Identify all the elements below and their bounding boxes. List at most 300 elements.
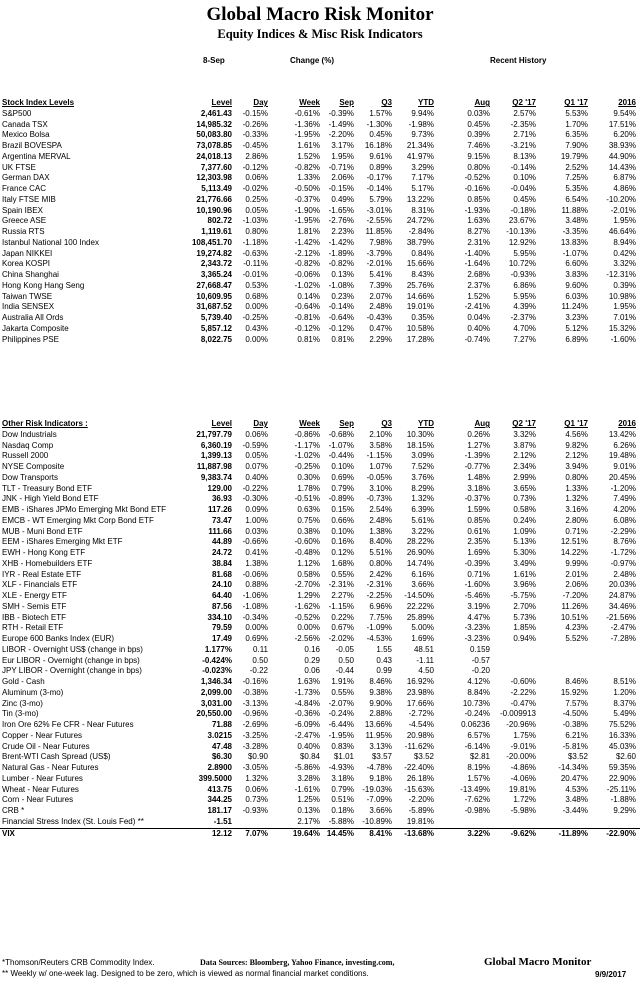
section-heading-stocks: Stock Index Levels [2, 98, 75, 108]
change-value: $2.60 [615, 752, 636, 762]
change-value: -1.07% [328, 440, 354, 450]
row-label: JPY LIBOR - Overnight (change in bps) [2, 666, 142, 676]
row-label: Gold - Cash [2, 677, 45, 687]
change-value: 0.45% [513, 194, 536, 204]
change-value: 0.00% [245, 302, 268, 312]
change-value: 38.79% [406, 237, 434, 247]
stock-index-row [0, 141, 640, 152]
change-value: 0.39% [613, 280, 636, 290]
change-value: -0.93% [242, 806, 268, 816]
row-label: Iron Ore 62% Fe CFR - Near Futures [2, 720, 134, 730]
change-value: 1.52% [467, 291, 490, 301]
level-value: 19,274.82 [196, 248, 232, 258]
change-value: -3.21% [510, 141, 536, 151]
change-value: 1.61% [513, 569, 536, 579]
change-value: 12.92% [508, 237, 536, 247]
change-value: 25.89% [406, 612, 434, 622]
change-value: 6.57% [467, 730, 490, 740]
level-value: 50,083.80 [196, 130, 232, 140]
change-value: 0.40% [467, 323, 490, 333]
change-value: 2.31% [467, 237, 490, 247]
change-value: 2.12% [565, 451, 588, 461]
change-value: 0.99 [376, 666, 392, 676]
level-value: 413.75 [207, 784, 232, 794]
level-value: 31,687.52 [196, 302, 232, 312]
change-value: -4.84% [294, 698, 320, 708]
change-value: 5.49% [613, 709, 636, 719]
change-value: 1.78% [297, 483, 320, 493]
change-value: -0.26% [242, 119, 268, 129]
change-value: -7.20% [562, 591, 588, 601]
change-value: -1.98% [408, 119, 434, 129]
level-value: 2.8900 [207, 763, 232, 773]
change-value: -0.17% [366, 173, 392, 183]
stock-index-row [0, 259, 640, 270]
change-value: 0.06 [304, 666, 320, 676]
change-value: -1.18% [242, 237, 268, 247]
change-value [540, 666, 592, 677]
footnote-stress-index: ** Weekly w/ one-week lag. Designed to be zero, which is viewed as normal financial market conditions. [2, 969, 369, 978]
change-value: -21.56% [606, 612, 636, 622]
change-value: 3.22% [438, 828, 494, 839]
change-value: -0.43% [366, 313, 392, 323]
change-value: 0.55% [331, 569, 354, 579]
change-value [592, 656, 640, 667]
level-value: 71.88 [211, 720, 232, 730]
change-value: 8.51% [613, 677, 636, 687]
row-label: XLE - Energy ETF [2, 591, 67, 601]
row-label: Copper - Near Futures [2, 730, 83, 740]
footer-brand: Global Macro Monitor [484, 956, 592, 968]
change-value: 23.67% [508, 216, 536, 226]
row-label: Brazil BOVESPA [2, 141, 62, 151]
change-value: 0.53% [245, 280, 268, 290]
change-value: 0.85% [467, 515, 490, 525]
change-value: 0.25% [245, 194, 268, 204]
level-value: 111.66 [208, 526, 232, 536]
col-2016: 2016 [618, 419, 636, 429]
level-value: 2,343.72 [200, 259, 232, 269]
change-value: -1.72% [610, 548, 636, 558]
change-value: -13.68% [396, 828, 438, 839]
change-value: 0.71% [565, 526, 588, 536]
change-value [494, 666, 540, 677]
row-label: Zinc (3-mo) [2, 698, 43, 708]
change-value: -1.89% [328, 248, 354, 258]
change-value: -1.40% [464, 248, 490, 258]
change-value: 12.51% [560, 537, 588, 547]
col-ytd: YTD [418, 419, 434, 429]
change-value: -0.38% [562, 720, 588, 730]
change-value: 0.39% [467, 130, 490, 140]
change-value: -0.14% [510, 162, 536, 172]
level-value: 47.48 [211, 741, 232, 751]
change-value: 0.05% [245, 451, 268, 461]
change-value: 2.48% [369, 515, 392, 525]
change-value: -0.14% [328, 302, 354, 312]
risk-indicator-row [0, 634, 640, 645]
change-value: -0.04% [510, 184, 536, 194]
risk-indicator-row [0, 570, 640, 581]
stock-index-row [0, 335, 640, 346]
change-value: -1.30% [366, 119, 392, 129]
change-value: 0.06% [245, 784, 268, 794]
change-value: 0.80% [565, 472, 588, 482]
change-value: -0.39% [464, 558, 490, 568]
change-value: 17.51% [608, 119, 636, 129]
level-value: -0.424% [202, 655, 232, 665]
change-value: 3.18% [331, 773, 354, 783]
col-level: Level [211, 98, 232, 108]
change-value: 8.46% [369, 677, 392, 687]
row-label: Greece ASE [2, 216, 47, 226]
change-value: 0.18% [331, 806, 354, 816]
change-value: 8.27% [467, 227, 490, 237]
change-value: -5.81% [562, 741, 588, 751]
level-value: $6.30 [211, 752, 232, 762]
change-value: -0.51% [294, 494, 320, 504]
change-value: -1.02% [294, 451, 320, 461]
change-value: -0.64% [294, 302, 320, 312]
change-value: -0.64% [328, 313, 354, 323]
change-value: 9.18% [369, 773, 392, 783]
change-value: -1.73% [294, 687, 320, 697]
change-value: 0.13% [297, 806, 320, 816]
change-value: 21.34% [406, 141, 434, 151]
change-value: 0.40% [245, 472, 268, 482]
change-value: 9.01% [613, 462, 636, 472]
level-value: 117.26 [207, 505, 232, 515]
change-value: -10.20% [606, 194, 636, 204]
change-value: -0.60% [510, 677, 536, 687]
change-value: -6.14% [464, 741, 490, 751]
change-value: -2.41% [464, 302, 490, 312]
change-value: 0.00% [297, 623, 320, 633]
as-of-date: 8-Sep [203, 56, 225, 65]
level-value: 81.68 [211, 569, 232, 579]
change-value: -3.25% [242, 730, 268, 740]
row-label: XLF - Financials ETF [2, 580, 78, 590]
change-value: 24.87% [608, 591, 636, 601]
change-value: -1.08% [242, 601, 268, 611]
change-value: -0.89% [328, 494, 354, 504]
change-value: -1.15% [366, 451, 392, 461]
change-value: 2.54% [369, 505, 392, 515]
row-label: Financial Stress Index (St. Louis Fed) ** [2, 816, 144, 826]
change-value: 0.00% [245, 334, 268, 344]
change-value: 1.95% [331, 151, 354, 161]
change-value: 1.69% [411, 634, 434, 644]
row-label: Australia All Ords [2, 313, 64, 323]
change-value: 0.80% [245, 227, 268, 237]
change-value: 0.71% [467, 569, 490, 579]
change-value: 1.91% [331, 677, 354, 687]
change-value: 3.58% [369, 440, 392, 450]
change-value: -1.65% [328, 205, 354, 215]
change-value: 0.89% [369, 162, 392, 172]
change-value: -0.009913 [499, 709, 536, 719]
risk-indicator-row [0, 623, 640, 634]
change-value: 7.27% [513, 334, 536, 344]
change-value: 7.39% [369, 280, 392, 290]
row-label: Russia RTS [2, 227, 45, 237]
change-value: -1.36% [294, 119, 320, 129]
row-label: EEM - iShares Emerging Mkt ETF [2, 537, 123, 547]
change-value: -0.47% [510, 698, 536, 708]
change-value: -3.79% [366, 248, 392, 258]
change-value: -0.52% [294, 612, 320, 622]
col-sep: Sep [339, 98, 354, 108]
change-value: 5.79% [369, 194, 392, 204]
change-value: 2.86% [245, 151, 268, 161]
risk-indicator-row [0, 806, 640, 817]
change-value: 11.24% [561, 302, 588, 312]
footnote-crb: *Thomson/Reuters CRB Commodity Index. [2, 958, 155, 967]
change-value: 1.32% [565, 494, 588, 504]
risk-indicator-row [0, 742, 640, 753]
row-label: Tin (3-mo) [2, 709, 39, 719]
change-value: 9.94% [411, 108, 434, 118]
level-value: 73.47 [211, 515, 232, 525]
level-value: 1,399.13 [200, 451, 232, 461]
stock-index-row [0, 206, 640, 217]
change-value: 6.87% [613, 173, 636, 183]
row-label: Eur LIBOR - Overnight (change in bps) [2, 655, 140, 665]
stock-index-row [0, 120, 640, 131]
change-value: -0.25% [294, 462, 320, 472]
change-value: 4.86% [613, 184, 636, 194]
change-value: -1.11 [416, 655, 434, 665]
row-label: Mexico Bolsa [2, 130, 50, 140]
change-value: 16.18% [364, 141, 392, 151]
change-value: 3.32% [613, 259, 636, 269]
risk-indicator-row [0, 613, 640, 624]
change-value: 2.07% [369, 291, 392, 301]
change-value: 6.26% [613, 440, 636, 450]
stock-index-row [0, 249, 640, 260]
change-value: 6.86% [513, 280, 536, 290]
change-value: -20.96% [506, 720, 536, 730]
data-sources: Data Sources: Bloomberg, Yahoo Finance, investing.com, [200, 958, 395, 967]
change-value: -0.48% [294, 548, 320, 558]
change-value: -0.52% [464, 173, 490, 183]
change-value: $0.90 [247, 752, 268, 762]
row-label: Japan NIKKEI [2, 248, 53, 258]
footer-date: 9/9/2017 [595, 970, 627, 979]
change-value: 45.03% [608, 741, 636, 751]
risk-indicator-row [0, 527, 640, 538]
change-value: 1.57% [467, 773, 490, 783]
stock-index-table [0, 98, 640, 345]
row-label: Russell 2000 [2, 451, 49, 461]
change-value: 0.42% [613, 248, 636, 258]
level-value: 6,360.19 [200, 440, 232, 450]
change-group-label: Change (%) [290, 56, 334, 65]
change-value: -0.15% [328, 184, 354, 194]
change-value: -0.33% [242, 130, 268, 140]
row-label: Hong Kong Hang Seng [2, 280, 85, 290]
change-value: 3.23% [565, 313, 588, 323]
change-value: 1.12% [297, 558, 320, 568]
change-value: $0.84 [299, 752, 320, 762]
change-value: 38.93% [608, 141, 636, 151]
level-value: 11,887.98 [196, 462, 232, 472]
change-value: 0.79% [331, 784, 354, 794]
level-value: 344.25 [207, 795, 232, 805]
col-q3: Q3 [381, 98, 392, 108]
change-value: 4.20% [613, 505, 636, 515]
change-value: -0.60% [294, 537, 320, 547]
change-value: 9.90% [369, 698, 392, 708]
change-value: 19.48% [608, 451, 636, 461]
change-value: 3.32% [513, 429, 536, 439]
change-value: 17.28% [406, 334, 434, 344]
change-value: 0.11 [253, 644, 268, 654]
change-value: 0.45% [369, 130, 392, 140]
change-value: 2.48% [613, 569, 636, 579]
change-value: 1.95% [613, 216, 636, 226]
row-label: JNK - High Yield Bond ETF [2, 494, 99, 504]
change-value: 6.21% [565, 730, 588, 740]
change-value: -0.97% [610, 558, 636, 568]
change-value: 13.83% [560, 237, 588, 247]
change-value: -0.37% [464, 494, 490, 504]
change-value: 0.40% [297, 741, 320, 751]
change-value: -1.03% [242, 216, 268, 226]
change-value: 4.23% [565, 623, 588, 633]
stock-index-row [0, 130, 640, 141]
change-value: -1.15% [328, 601, 354, 611]
change-value: -3.01% [366, 205, 392, 215]
risk-indicator-row [0, 731, 640, 742]
level-value: -0.023% [202, 666, 232, 676]
change-value: -0.18% [510, 205, 536, 215]
change-value: 17.66% [406, 698, 434, 708]
change-value: 0.84% [411, 248, 434, 258]
change-value: -7.62% [464, 795, 490, 805]
change-value: -3.23% [464, 623, 490, 633]
row-label: EMCB - WT Emerging Mkt Corp Bond ETF [2, 515, 154, 525]
row-label: Istanbul National 100 Index [2, 237, 99, 247]
change-value: 3.10% [369, 483, 392, 493]
change-value: -0.02% [242, 184, 268, 194]
change-value: -2.72% [408, 709, 434, 719]
change-value: 5.52% [565, 634, 588, 644]
risk-indicator-row [0, 430, 640, 441]
change-value: 1.07% [369, 462, 392, 472]
change-value: -0.39% [328, 108, 354, 118]
change-value: 10.58% [406, 323, 434, 333]
change-value: -4.53% [366, 634, 392, 644]
col-q3: Q3 [381, 419, 392, 429]
change-value: 2.01% [565, 569, 588, 579]
change-value: 1.32% [411, 494, 434, 504]
change-value: 1.29% [297, 591, 320, 601]
change-value: 19.01% [406, 302, 434, 312]
col-week: Week [299, 419, 320, 429]
level-value: 3,365.24 [200, 270, 232, 280]
risk-indicator-row [0, 591, 640, 602]
risk-indicator-row [0, 602, 640, 613]
change-value: 13.42% [608, 429, 636, 439]
change-value: 0.04% [467, 313, 490, 323]
change-value: 2.10% [369, 429, 392, 439]
change-value: -3.28% [242, 741, 268, 751]
col-aug: Aug [474, 419, 490, 429]
change-value: 14.45% [324, 828, 358, 839]
change-value: 9.61% [369, 151, 392, 161]
change-value: 0.66% [331, 515, 354, 525]
col-day: Day [253, 98, 268, 108]
change-value: -2.20% [328, 130, 354, 140]
change-value: 0.43 [376, 655, 392, 665]
change-value: -10.13% [506, 227, 536, 237]
change-value: -2.07% [328, 698, 354, 708]
change-value: 20.45% [608, 472, 636, 482]
change-value: 6.20% [613, 130, 636, 140]
change-value: -0.74% [464, 334, 490, 344]
change-value: 0.22% [331, 612, 354, 622]
level-value: 1,346.34 [200, 677, 232, 687]
change-value: -7.09% [366, 795, 392, 805]
risk-indicator-row [0, 709, 640, 720]
row-label: VIX [0, 828, 176, 839]
change-value: -1.95% [328, 730, 354, 740]
risk-indicator-row [0, 645, 640, 656]
change-value: 3.09% [411, 451, 434, 461]
change-value: 3.16% [565, 505, 588, 515]
change-value: -0.98% [464, 806, 490, 816]
change-value: 4.47% [467, 612, 490, 622]
change-value: -5.98% [510, 806, 536, 816]
change-value: -15.63% [404, 784, 434, 794]
change-value: 16.33% [608, 730, 636, 740]
col-q1-17: Q1 '17 [564, 98, 588, 108]
level-value: 24.10 [211, 580, 232, 590]
change-value: -1.42% [328, 237, 354, 247]
change-value: -2.01% [366, 259, 392, 269]
page-title: Global Macro Risk Monitor [206, 4, 434, 25]
level-value: 14,985.32 [196, 119, 232, 129]
change-value: 0.41% [245, 548, 268, 558]
row-label: XHB - Homebuilders ETF [2, 558, 93, 568]
change-value: 11.88% [561, 205, 588, 215]
risk-indicator-table [0, 419, 640, 839]
col-week: Week [299, 98, 320, 108]
change-value: -0.15% [242, 108, 268, 118]
level-value: 181.17 [207, 806, 232, 816]
change-value: 0.09% [245, 505, 268, 515]
change-value: 0.94% [513, 634, 536, 644]
row-label: Dow Transports [2, 472, 59, 482]
change-value: 0.30% [297, 472, 320, 482]
change-value: 20.03% [608, 580, 636, 590]
change-value: -9.62% [494, 828, 540, 839]
change-value: -22.40% [404, 763, 434, 773]
change-value: 3.48% [565, 795, 588, 805]
change-value: -0.37% [294, 194, 320, 204]
change-value: 1.81% [297, 227, 320, 237]
change-value: 28.22% [406, 537, 434, 547]
change-value [540, 645, 592, 656]
change-value: -0.63% [242, 248, 268, 258]
stock-index-row [0, 109, 640, 120]
change-value: -0.01% [242, 270, 268, 280]
change-value: -2.31% [366, 580, 392, 590]
change-value: 9.99% [565, 558, 588, 568]
change-value: -0.73% [366, 494, 392, 504]
change-value: -0.12% [328, 323, 354, 333]
